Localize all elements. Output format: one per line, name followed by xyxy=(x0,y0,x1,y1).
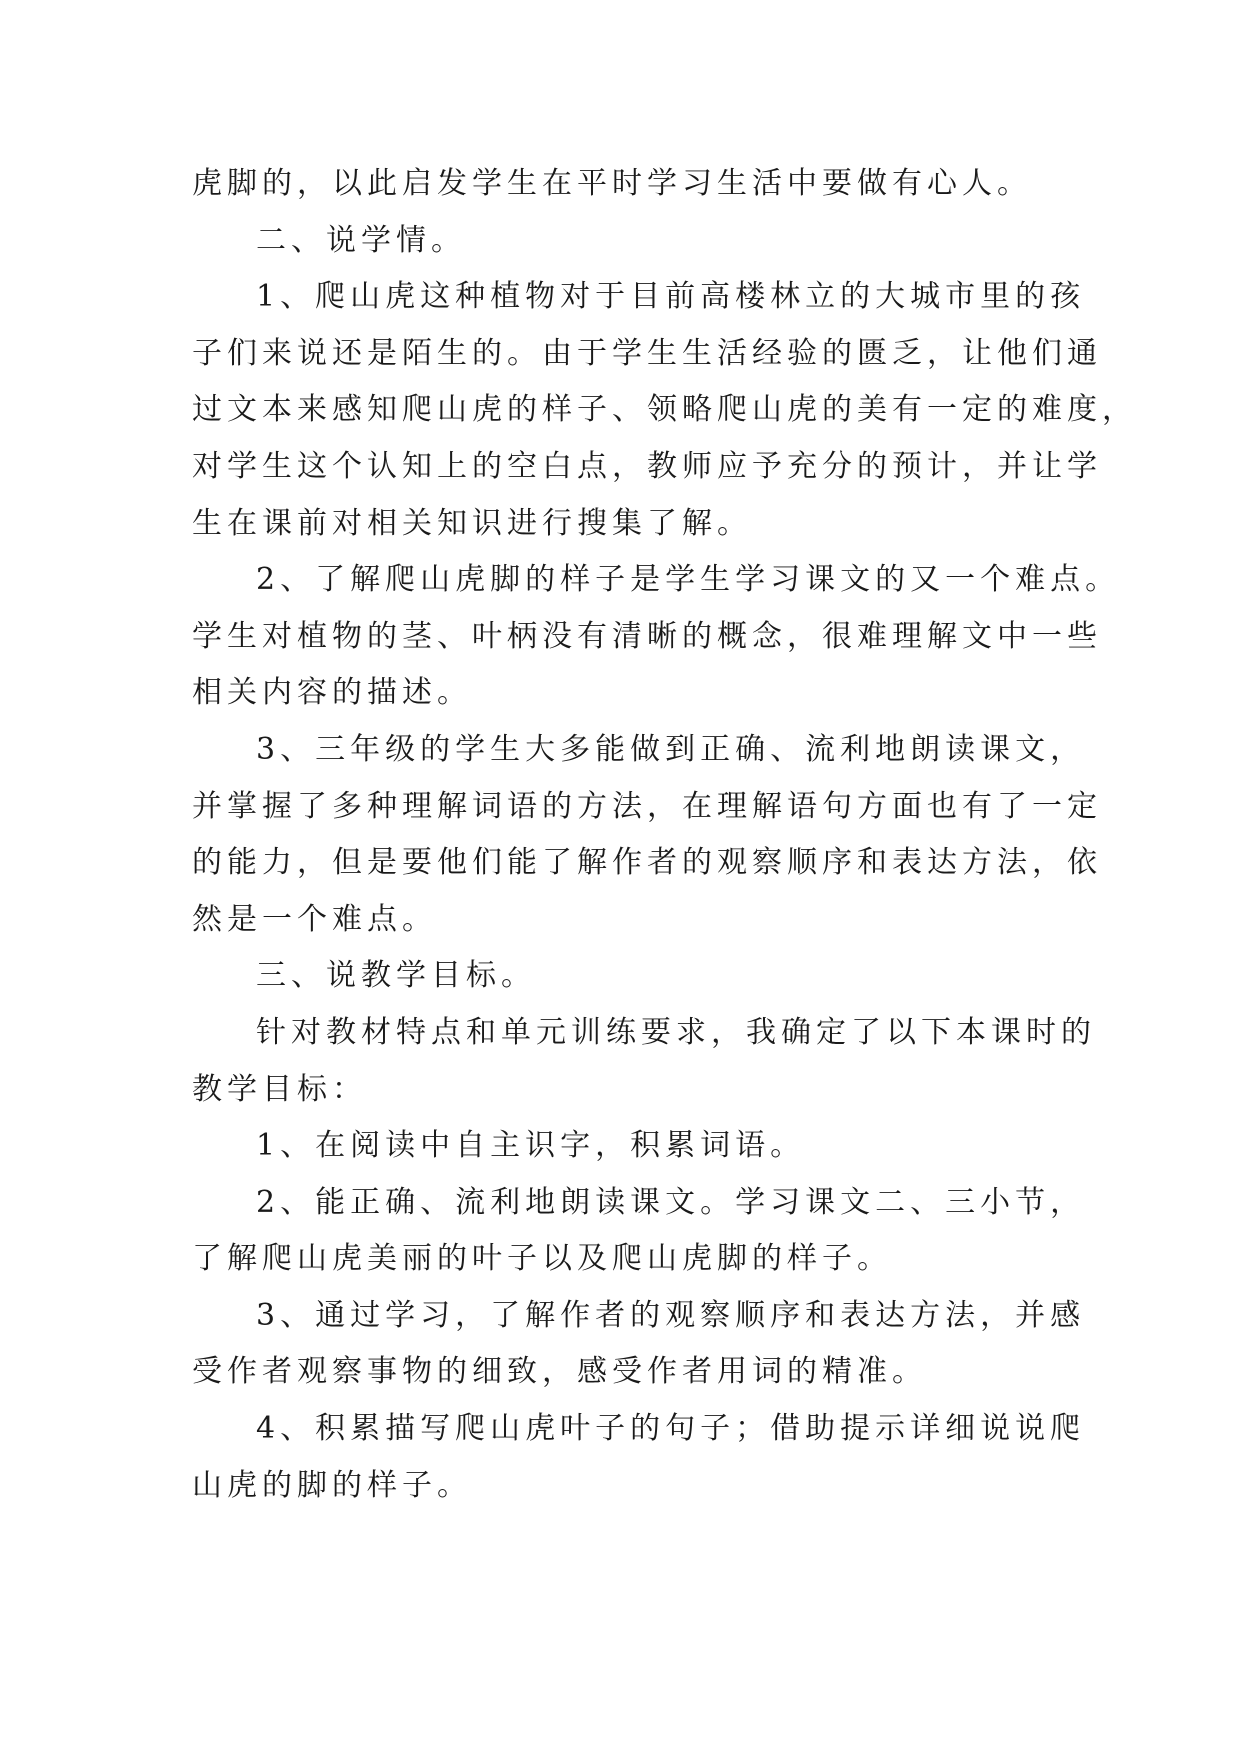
section-heading-learner-analysis: 二、说学情。 xyxy=(256,222,466,258)
document-body xyxy=(192,156,1137,1514)
text-line: 2、了解爬山虎脚的样子是学生学习课文的又一个难点。 xyxy=(256,562,1121,598)
text-line: 生在课前对相关知识进行搜集了解。 xyxy=(192,505,752,541)
text-line: 子们来说还是陌生的。由于学生生活经验的匮乏，让他们通 xyxy=(192,335,1102,371)
text-line: 受作者观察事物的细致，感受作者用词的精准。 xyxy=(192,1354,927,1390)
text-line: 虎脚的，以此启发学生在平时学习生活中要做有心人。 xyxy=(192,166,1032,201)
text-line: 过文本来感知爬山虎的样子、领略爬山虎的美有一定的难度， xyxy=(192,392,1137,428)
text-line: 的能力，但是要他们能了解作者的观察顺序和表达方法，依 xyxy=(192,845,1102,881)
text-line: 1、在阅读中自主识字，积累词语。 xyxy=(256,1128,806,1164)
text-line: 然是一个难点。 xyxy=(192,901,437,937)
text-line: 3、通过学习，了解作者的观察顺序和表达方法，并感 xyxy=(256,1297,1086,1333)
text-line: 3、三年级的学生大多能做到正确、流利地朗读课文， xyxy=(256,731,1086,767)
text-line: 相关内容的描述。 xyxy=(192,675,472,711)
text-line: 学生对植物的茎、叶柄没有清晰的概念，很难理解文中一些 xyxy=(192,618,1102,654)
text-line: 并掌握了多种理解词语的方法，在理解语句方面也有了一定 xyxy=(192,788,1102,824)
section-heading-teaching-goals: 三、说教学目标。 xyxy=(256,958,536,994)
text-line: 4、积累描写爬山虎叶子的句子；借助提示详细说说爬 xyxy=(256,1411,1086,1447)
text-line: 2、能正确、流利地朗读课文。学习课文二、三小节， xyxy=(256,1184,1086,1220)
text-line: 对学生这个认知上的空白点，教师应予充分的预计，并让学 xyxy=(192,448,1102,484)
text-line: 针对教材特点和单元训练要求，我确定了以下本课时的 xyxy=(256,1014,1096,1050)
text-line: 1、爬山虎这种植物对于目前高楼林立的大城市里的孩 xyxy=(256,279,1086,315)
text-line: 教学目标： xyxy=(192,1071,367,1107)
text-line: 山虎的脚的样子。 xyxy=(192,1467,472,1503)
text-line: 了解爬山虎美丽的叶子以及爬山虎脚的样子。 xyxy=(192,1241,892,1277)
